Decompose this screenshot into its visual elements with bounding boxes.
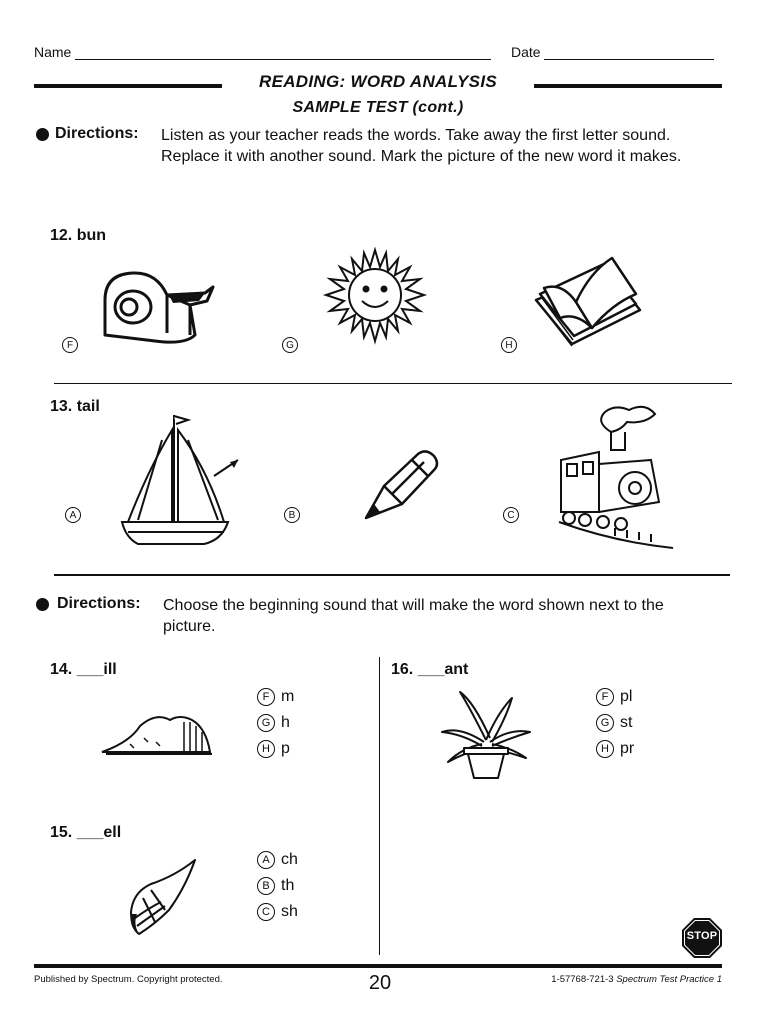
page-number: 20 xyxy=(368,972,392,994)
option-f[interactable] xyxy=(257,684,294,710)
section-divider xyxy=(54,383,732,384)
page-title: READING: WORD ANALYSIS xyxy=(259,72,497,91)
option-bubble[interactable]: B xyxy=(257,877,275,895)
sailboat-icon xyxy=(118,410,243,550)
book-reference xyxy=(522,974,722,985)
publisher-text: Published by Spectrum. Copyright protected. xyxy=(34,974,223,985)
option-c-bubble[interactable]: C xyxy=(503,507,519,523)
directions-label: Directions: xyxy=(55,125,139,142)
name-field xyxy=(34,44,491,60)
name-blank xyxy=(75,59,491,60)
bullet-icon xyxy=(36,598,49,611)
option-c[interactable] xyxy=(257,899,298,925)
page-subtitle: SAMPLE TEST (cont.) xyxy=(292,99,464,116)
footer-rule xyxy=(34,964,722,968)
question-14-label: 14. ___ill xyxy=(50,661,117,678)
option-bubble[interactable]: H xyxy=(257,740,275,758)
bullet-icon xyxy=(36,128,49,141)
option-text: m xyxy=(281,688,295,705)
option-h[interactable] xyxy=(596,736,634,762)
name-label: Name xyxy=(34,44,72,60)
option-bubble[interactable]: C xyxy=(257,903,275,921)
option-bubble[interactable]: H xyxy=(596,740,614,758)
option-f-bubble[interactable]: F xyxy=(62,337,78,353)
question-14-options xyxy=(257,684,294,762)
title-rule-left xyxy=(34,84,222,88)
question-16-options xyxy=(596,684,634,762)
option-g-bubble[interactable]: G xyxy=(282,337,298,353)
option-text: st xyxy=(620,714,633,731)
option-bubble[interactable]: A xyxy=(257,851,275,869)
date-field xyxy=(511,44,714,60)
option-text: pl xyxy=(620,688,633,705)
option-b[interactable] xyxy=(257,873,298,899)
option-a[interactable] xyxy=(257,847,298,873)
option-text: ch xyxy=(281,851,298,868)
plant-icon xyxy=(440,688,532,780)
directions-text: Listen as your teacher reads the words. Take away the first letter sound. Replace it with another sound. Mark the picture of the new word it makes. xyxy=(161,127,682,165)
isbn: 1-57768-721-3 xyxy=(551,974,614,985)
book-title: Spectrum Test Practice 1 xyxy=(616,974,722,985)
pencil-icon xyxy=(362,448,442,523)
book-icon xyxy=(532,252,647,352)
option-bubble[interactable]: F xyxy=(596,688,614,706)
option-g[interactable] xyxy=(596,710,634,736)
option-bubble[interactable]: G xyxy=(596,714,614,732)
title-rule-right xyxy=(534,84,722,88)
option-f[interactable] xyxy=(596,684,634,710)
stop-sign-label: STOP xyxy=(686,930,718,942)
option-a-bubble[interactable]: A xyxy=(65,507,81,523)
directions-text-2: Choose the beginning sound that will make the word shown next to the picture. xyxy=(163,597,664,635)
option-h-bubble[interactable]: H xyxy=(501,337,517,353)
option-h[interactable] xyxy=(257,736,294,762)
train-icon xyxy=(555,402,675,550)
shell-icon xyxy=(125,858,200,938)
option-bubble[interactable]: G xyxy=(257,714,275,732)
column-divider xyxy=(379,657,380,955)
question-13-label: 13. tail xyxy=(50,398,100,415)
date-label: Date xyxy=(511,44,541,60)
directions-label-2: Directions: xyxy=(57,595,141,612)
option-bubble[interactable]: F xyxy=(257,688,275,706)
option-text: pr xyxy=(620,740,635,757)
date-blank xyxy=(544,59,714,60)
option-text: sh xyxy=(281,903,298,920)
question-16-label: 16. ___ant xyxy=(391,661,469,678)
option-text: th xyxy=(281,877,295,894)
section-divider-2 xyxy=(54,574,730,576)
question-15-options xyxy=(257,847,298,925)
question-12-label: 12. bun xyxy=(50,227,107,244)
option-g[interactable] xyxy=(257,710,294,736)
option-text: p xyxy=(281,740,290,757)
option-text: h xyxy=(281,714,290,731)
option-b-bubble[interactable]: B xyxy=(284,507,300,523)
sun-icon xyxy=(320,245,430,345)
hill-icon xyxy=(100,712,215,757)
question-15-label: 15. ___ell xyxy=(50,824,122,841)
tape-dispenser-icon xyxy=(95,265,220,350)
